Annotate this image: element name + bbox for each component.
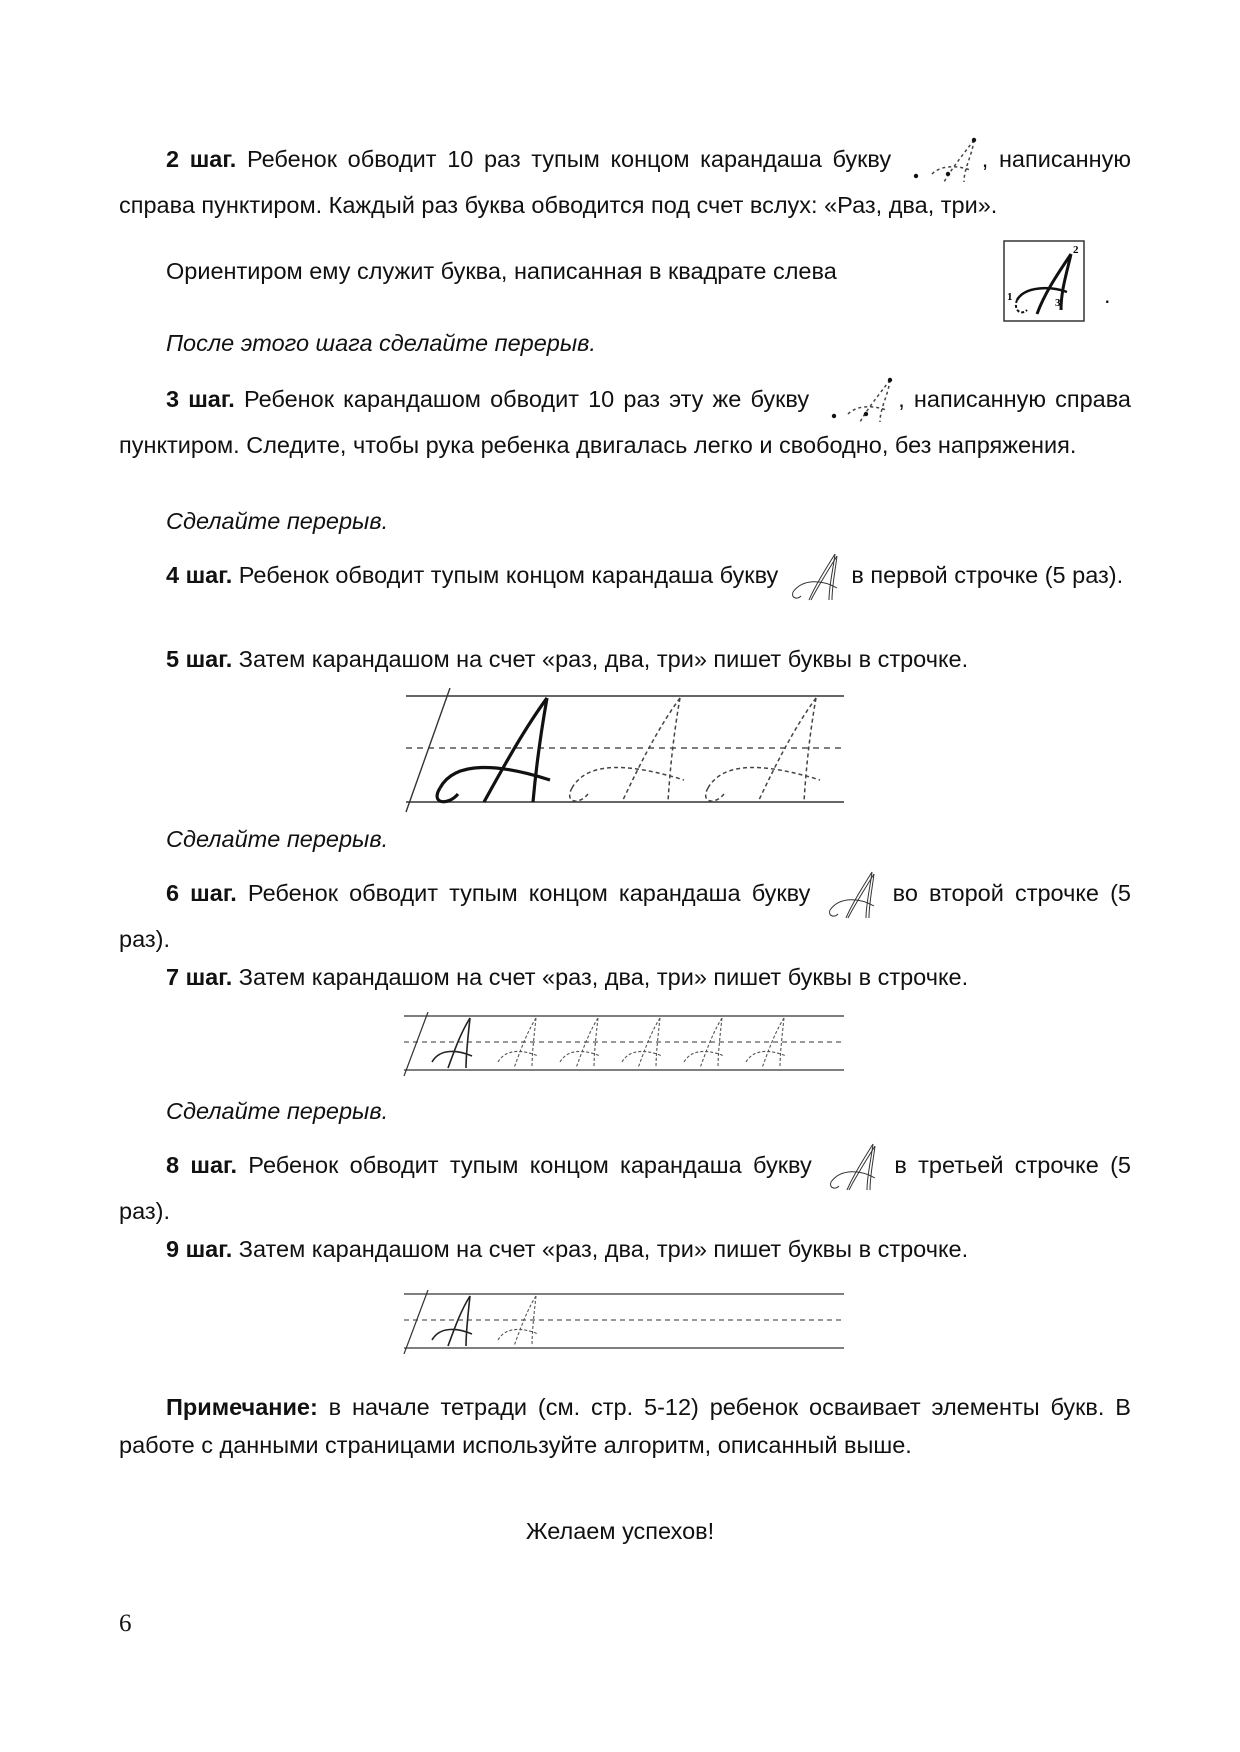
dotted-letter-a — [498, 1296, 538, 1346]
step-6-text-b: во второй строчке (5 раз). — [119, 880, 1131, 952]
step-9-text: Затем карандашом на счет «раз, два, три» пишет буквы в строчке. — [232, 1236, 969, 1262]
step-9-label: 9 шаг. — [166, 1236, 233, 1262]
outline-letter-a-glyph — [785, 552, 845, 602]
writing-line-1 — [400, 688, 844, 813]
step-7-label: 7 шаг. — [166, 964, 233, 990]
stroke-mark-2: 2 — [1073, 244, 1079, 256]
writing-line-2 — [400, 1012, 844, 1076]
step-5-paragraph — [119, 640, 1131, 678]
step-7-paragraph — [119, 958, 1131, 996]
outline-letter-a-glyph — [822, 870, 882, 920]
step-3-label: 3 шаг. — [166, 386, 235, 413]
pause-note-4: Сделайте перерыв. — [166, 1098, 389, 1124]
step-3-text-a: Ребенок карандашом обводит 10 раз эту же букву — [234, 386, 810, 413]
orientation-end: . — [1104, 282, 1111, 308]
step-4-paragraph — [119, 552, 1131, 602]
step-8-label: 8 шаг. — [166, 1152, 237, 1179]
step-5-label: 5 шаг. — [166, 646, 233, 672]
dotted-letter-a — [560, 1018, 600, 1068]
pause-note-3: Сделайте перерыв. — [166, 826, 389, 852]
step-7-text: Затем карандашом на счет «раз, два, три» пишет буквы в строчке. — [232, 964, 969, 990]
stroke-mark-3: 3 — [1055, 297, 1061, 309]
step-2-label: 2 шаг. — [166, 146, 237, 173]
orientation-line — [166, 252, 966, 290]
dotted-letter-a — [622, 1018, 662, 1068]
step-3-paragraph — [119, 376, 1131, 464]
solid-letter-a — [432, 1018, 472, 1068]
closing-wish: Желаем успехов! — [525, 1518, 715, 1544]
step-9-paragraph — [119, 1230, 1131, 1268]
dotted-letter-a — [706, 698, 820, 802]
dotted-letter-a-glyph — [818, 376, 898, 426]
step-4-text-b: в первой строчке (5 раз). — [844, 562, 1124, 589]
solid-letter-a — [432, 1296, 472, 1346]
dotted-letter-a — [684, 1018, 724, 1068]
solid-letter-a — [437, 698, 550, 802]
step-4-label: 4 шаг. — [166, 562, 233, 589]
reference-letter-box — [1003, 240, 1085, 322]
dotted-letter-a — [498, 1018, 538, 1068]
pause-note-1: После этого шага сделайте перерыв. — [166, 330, 596, 356]
outline-letter-a-glyph — [823, 1142, 883, 1192]
dotted-letter-a-glyph — [902, 136, 982, 186]
dotted-letter-a — [570, 698, 684, 802]
orientation-text: Ориентиром ему служит буква, написанная в квадрате слева — [166, 258, 837, 284]
note-label: Примечание: — [166, 1394, 318, 1420]
dotted-letter-a — [746, 1018, 786, 1068]
step-6-label: 6 шаг. — [166, 880, 237, 907]
writing-line-3 — [400, 1290, 844, 1354]
stroke-mark-1: 1 — [1007, 291, 1013, 303]
pause-note-2: Сделайте перерыв. — [166, 508, 389, 534]
step-6-paragraph — [119, 870, 1131, 958]
step-2-text-b: , написанную справа пунктиром. Каждый раз буква обводится под счет вслух: «Раз, два, три». — [119, 146, 1131, 218]
step-2-paragraph — [119, 136, 1131, 224]
step-6-text-a: Ребенок обводит тупым концом карандаша букву — [236, 880, 811, 907]
step-8-paragraph — [119, 1142, 1131, 1230]
note-text: в начале тетради (см. стр. 5-12) ребенок осваивает элементы букв. В работе с данными страницами используйте алгоритм, описанный выше. — [119, 1394, 1131, 1458]
step-8-text-b: в третьей строчке (5 раз). — [119, 1152, 1131, 1224]
step-5-text: Затем карандашом на счет «раз, два, три» пишет буквы в строчке. — [232, 646, 969, 672]
step-2-text-a: Ребенок обводит 10 раз тупым концом карандаша букву — [236, 146, 892, 173]
page-number: 6 — [119, 1610, 132, 1637]
step-4-text-a: Ребенок обводит тупым концом карандаша букву — [232, 562, 779, 589]
note-paragraph — [119, 1388, 1131, 1464]
step-3-text-b: , написанную справа пунктиром. Следите, чтобы рука ребенка двигалась легко и свободно, без напряжения. — [119, 386, 1131, 458]
step-8-text-a: Ребенок обводит тупым концом карандаша букву — [237, 1152, 812, 1179]
